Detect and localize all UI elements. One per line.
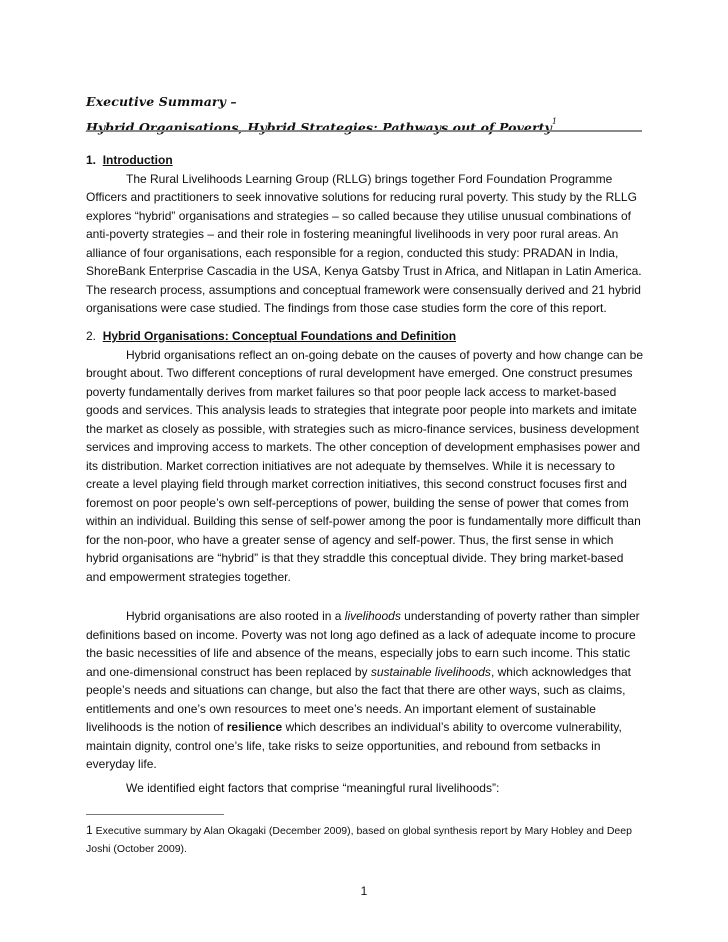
section-heading-label: Hybrid Organisations: Conceptual Foundations and Definition	[102, 329, 457, 343]
footnote	[86, 821, 646, 858]
section-heading	[86, 151, 646, 170]
section-paragraph: Hybrid organisations reflect an on-going debate on the causes of poverty and how change can be brought about. Two different conceptions of rural development have emerged. One construct presumes poverty fundamentally derives from market failures so that poor people lack access to market-based goods and services. This analysis leads to strategies that integrate poor people into markets and imitate the market as closely as possible, with strategies such as micro-finance services, business development services and improving access to markets. The other conception of development emphasises power and its distribution. Market correction initiatives are not adequate by themselves. While it is necessary to create a level playing field through market correction initiatives, this second construct focuses first and foremost on poor people’s own self-perceptions of power, building the sense of power that comes from within an individual. Building this sense of self-power among the poor is fundamentally more difficult than for the non-poor, who have a greater sense of agency and self-power. Thus, the first sense in which hybrid organisations are “hybrid” is that they straddle this conceptual divide. They bring market-based and empowerment strategies together.	[86, 347, 644, 584]
paragraph-livelihoods	[86, 607, 646, 774]
footnote-number: 1	[86, 823, 93, 837]
title-footnote-marker[interactable]: 1	[551, 117, 558, 126]
section-number: 2.	[86, 329, 97, 343]
emphasis-livelihoods: livelihoods	[344, 609, 401, 623]
section-conceptual-foundations	[86, 327, 646, 586]
footnote-text: Executive summary by Alan Okagaki (December 2009), based on global synthesis report by Mary Hobley and Deep Joshi (October 2009).	[86, 825, 632, 855]
title-line-2	[86, 112, 646, 138]
title-line-2-text: Hybrid Organisations, Hybrid Strategies: Pathways out of Poverty	[86, 120, 552, 135]
paragraph-body: We identified eight factors that comprise “meaningful rural livelihoods”:	[126, 781, 500, 795]
text-run: which describes an individual’s ability to overcome vulnerability, maintain dignity, control one’s life, take risks to seize opportunities, and rebound from setbacks in everyday life.	[86, 720, 622, 771]
title-divider	[86, 130, 642, 132]
bold-resilience: resilience	[226, 720, 283, 734]
section-introduction	[86, 151, 646, 318]
text-run: , which acknowledges that people’s needs and situations can change, but also the fact that there are other ways, such as claims, entitlements and one’s own resources to meet one’s needs. An important element of sustainable livelihoods is the notion of	[86, 664, 632, 734]
footnote-divider	[86, 814, 224, 815]
paragraph-body	[86, 607, 646, 774]
section-paragraph: The Rural Livelihoods Learning Group (RLLG) brings together Ford Foundation Programme Officers and practitioners to seek innovative solutions for reducing rural poverty. This study by the RLLG explores “hybrid” organisations and strategies – so called because they utilise unusual combinations of anti-poverty strategies – and their role in fostering meaningful livelihoods in very poor rural areas. An alliance of four organisations, each responsible for a region, conducted this study: PRADAN in India, ShoreBank Enterprise Cascadia in the USA, Kenya Gatsby Trust in Africa, and Nitlapan in Latin America. The research process, assumptions and conceptual framework were consensually derived and 21 hybrid organisations were case studied. The findings from those case studies form the core of this report.	[86, 171, 642, 315]
section-heading	[86, 327, 646, 346]
section-heading-label: Introduction	[102, 153, 173, 167]
page-number: 1	[360, 884, 368, 898]
title-line-1: Executive Summary –	[86, 94, 237, 109]
paragraph-eight-factors	[86, 779, 646, 798]
text-run: Hybrid organisations are also rooted in a	[126, 609, 345, 623]
section-number: 1.	[86, 153, 97, 167]
emphasis-sustainable-livelihoods: sustainable livelihoods	[370, 664, 491, 679]
text-run: understanding of poverty rather than simpler definitions based on income. Poverty was not long ago defined as a lack of adequate income to procure the basic necessities of life and absence of the means, especially jobs to earn such income. This static and one-dimensional construct has been replaced by	[86, 609, 640, 679]
